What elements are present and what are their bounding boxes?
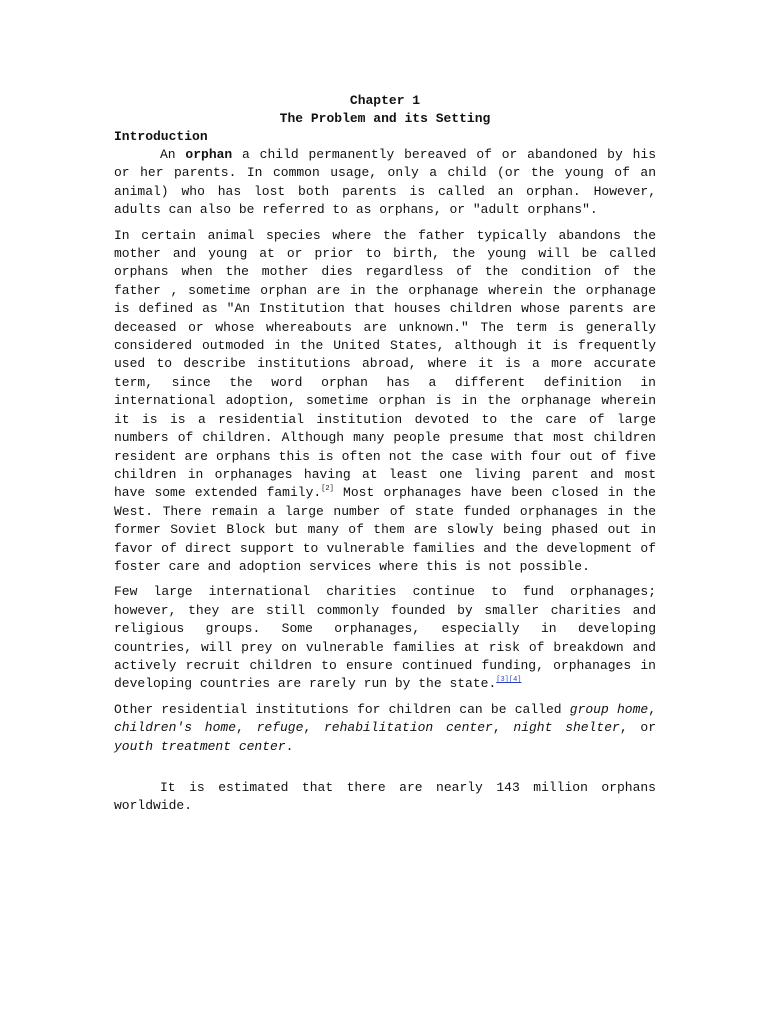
p3-text: Few large international charities continue to fund orphanages; however, they are still commonly founded by smaller charities and religious groups. Some orphanages, especially in developing countries, will prey on vulnerable families at risk of breakdown and actively recruit children to ensure continued funding, orphanages in developing countries are rarely run by the state.	[114, 584, 656, 692]
p1-pre: An	[160, 147, 186, 162]
p1-post: a child permanently bereaved of or abandoned by his or her parents. In common usage, only a child (or the young of an animal) who has lost both parents is called an orphan. However, adults can also be referred to as orphans, or "adult orphans".	[114, 147, 656, 218]
footnote-link-3-4[interactable]: [3][4]	[496, 676, 522, 685]
paragraph-definition	[114, 146, 656, 220]
p4-sep: , or	[619, 720, 656, 736]
p2-text2: Most orphanages have been closed in the West. There remain a large number of state funded orphanages in the former Soviet Block but many of them are slowly being phased out in favor of direct support to vulnerable families and the development of foster care and adoption services where this is not possible.	[114, 485, 656, 574]
term-group-home: group home	[569, 701, 649, 717]
chapter-label: Chapter 1	[349, 93, 421, 108]
p4-sep: ,	[648, 701, 657, 717]
term-childrens-home: children's home	[114, 720, 236, 736]
p4-sep: ,	[236, 720, 257, 736]
document-body	[114, 92, 656, 816]
footnote-ref-2: [2]	[321, 485, 334, 494]
p1-bold-term: orphan	[185, 147, 233, 162]
term-night-shelter: night shelter	[513, 720, 620, 736]
term-rehabilitation-center: rehabilitation center	[324, 720, 493, 736]
paragraph-institutions	[114, 701, 656, 756]
term-refuge: refuge	[256, 720, 304, 736]
p4-sep: ,	[303, 720, 324, 736]
term-youth-treatment-center: youth treatment center	[114, 738, 286, 754]
p4-end: .	[285, 738, 294, 754]
p4-sep: ,	[492, 720, 514, 736]
chapter-title: The Problem and its Setting	[279, 111, 491, 126]
paragraph-orphanage	[114, 227, 656, 577]
section-heading: Introduction	[114, 129, 208, 144]
p4-lead: Other residential institutions for children can be called	[114, 701, 570, 717]
paragraph-statistic: It is estimated that there are nearly 143 million orphans worldwide.	[114, 780, 656, 814]
p2-text: In certain animal species where the father typically abandons the mother and young at or prior to birth, the young will be called orphans when the mother dies regardless of the condition of the father , sometime orphan are in the orphanage wherein the orphanage is defined as "An Institution that houses children whose parents are deceased or whose whereabouts are unknown." The term is generally considered outmoded in the United States, although it is frequently used to describe institutions abroad, where it is a more accurate term, since the word orphan has a different definition in international adoption, sometime orphan is in the orphanage wherein it is is a residential institution devoted to the care of large numbers of children. Although many people presume that most children resident are orphans this is often not the case with four out of five children in orphanages having at least one living parent and most have some extended family.	[114, 227, 656, 501]
paragraph-charities	[114, 583, 656, 693]
